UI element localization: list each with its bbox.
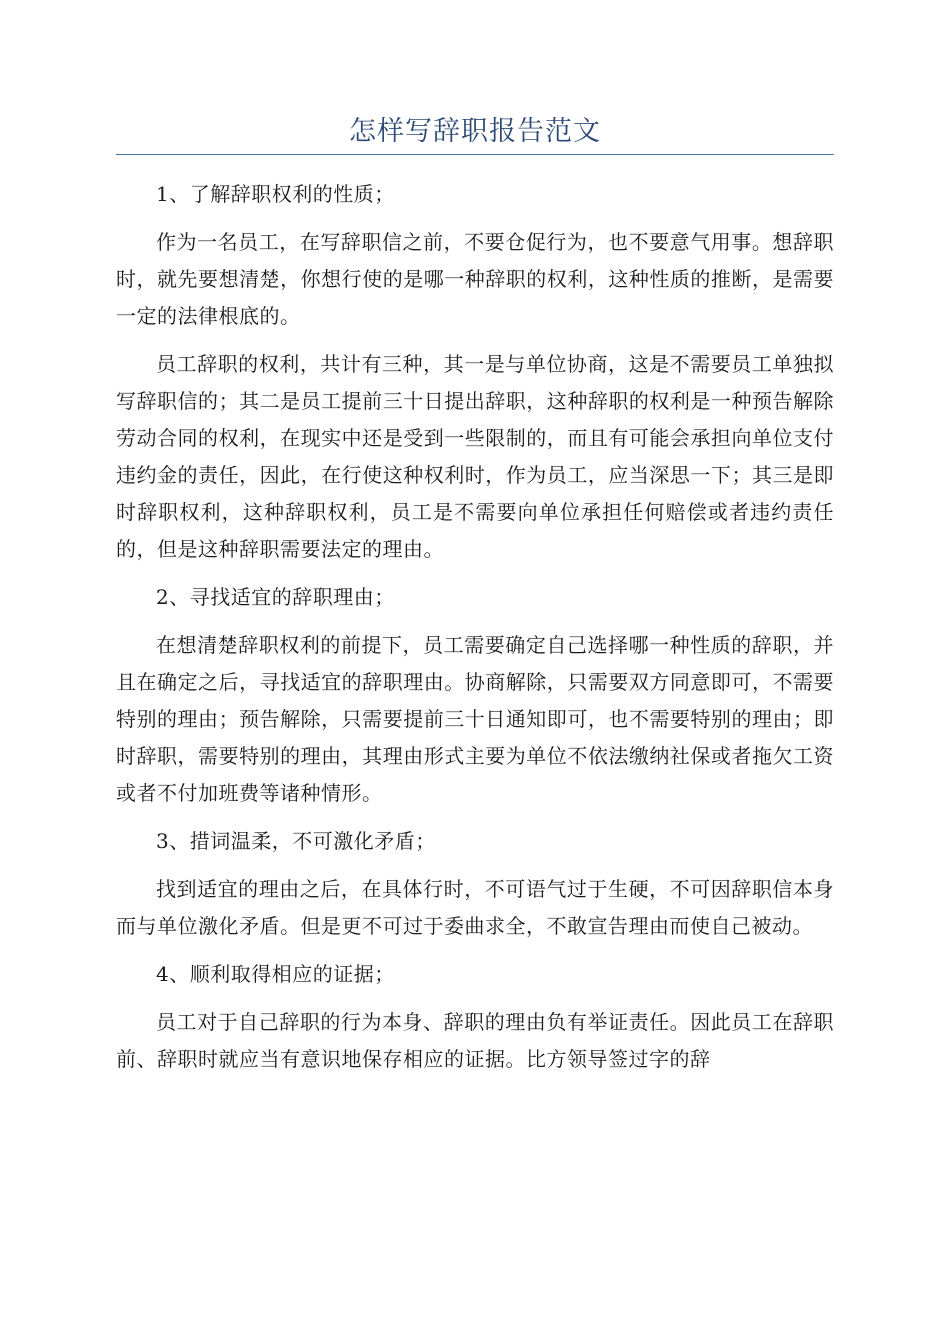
document-title: 怎样写辞职报告范文 [349, 116, 601, 147]
paragraph-4: 找到适宜的理由之后，在具体行时，不可语气过于生硬，不可因辞职信本身而与单位激化矛盾。但是更不可过于委曲求全，不敢宣告理由而使自己被动。 [116, 877, 834, 938]
document-body [116, 176, 834, 1089]
section-heading-3: 3、措词温柔，不可激化矛盾； [156, 829, 436, 853]
title-underline [116, 154, 834, 155]
section-heading-1: 1、了解辞职权利的性质； [156, 182, 395, 206]
section-heading-2: 2、寻找适宜的辞职理由； [156, 585, 395, 609]
paragraph-1: 作为一名员工，在写辞职信之前，不要仓促行为，也不要意气用事。想辞职时，就先要想清楚，你想行使的是哪一种辞职的权利，这种性质的推断，是需要一定的法律根底的。 [116, 230, 834, 328]
section-heading-4: 4、顺利取得相应的证据； [156, 962, 395, 986]
paragraph-5: 员工对于自己辞职的行为本身、辞职的理由负有举证责任。因此员工在辞职前、辞职时就应当有意识地保存相应的证据。比方领导签过字的辞 [116, 1010, 834, 1071]
paragraph-2: 员工辞职的权利，共计有三种，其一是与单位协商，这是不需要员工单独拟写辞职信的；其二是员工提前三十日提出辞职，这种辞职的权利是一种预告解除劳动合同的权利，在现实中还是受到一些限制的，而且有可能会承担向单位支付违约金的责任，因此，在行使这种权利时，作为员工，应当深思一下；其三是即时辞职权利，这种辞职权利，员工是不需要向单位承担任何赔偿或者违约责任的，但是这种辞职需要法定的理由。 [116, 352, 834, 561]
paragraph-3: 在想清楚辞职权利的前提下，员工需要确定自己选择哪一种性质的辞职，并且在确定之后，寻找适宜的辞职理由。协商解除，只需要双方同意即可，不需要特别的理由；预告解除，只需要提前三十日通知即可，也不需要特别的理由；即时辞职，需要特别的理由，其理由形式主要为单位不依法缴纳社保或者拖欠工资或者不付加班费等诸种情形。 [116, 633, 834, 805]
